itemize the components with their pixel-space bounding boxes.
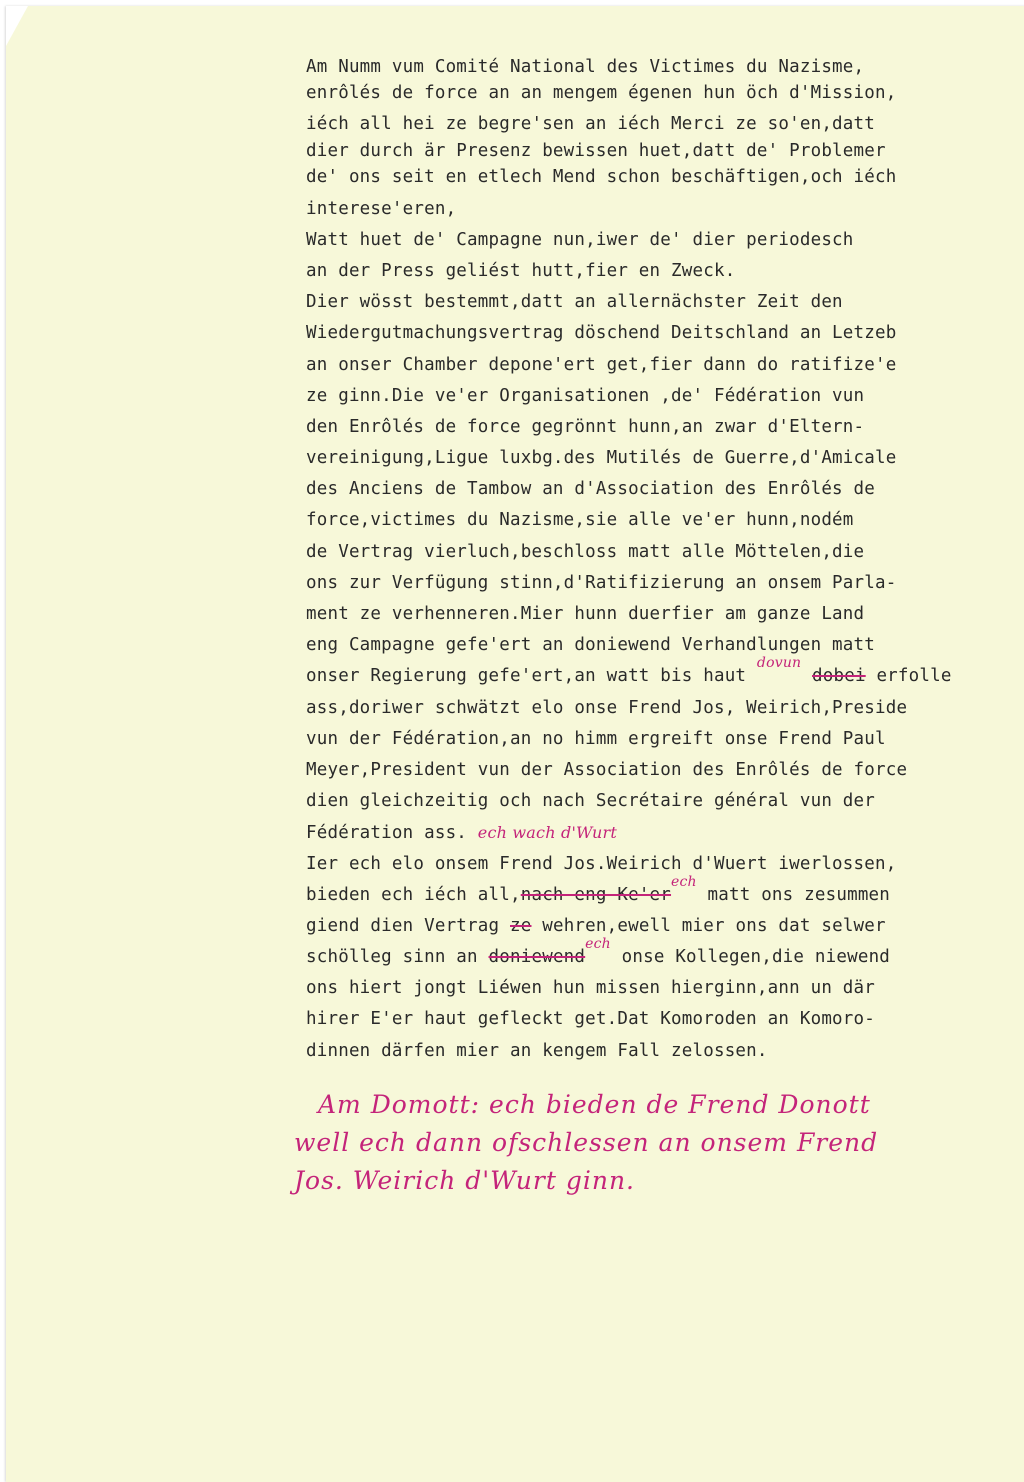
typed-line: des Anciens de Tambow an d'Association des Enrôlés de — [306, 479, 876, 500]
typed-line: de Vertrag vierluch,beschloss matt alle Möttelen,die — [306, 541, 865, 562]
typed-line: ons hiert jongt Liéwen hun missen hierginn,ann un där — [306, 978, 876, 999]
typed-line: den Enrôlés de force gegrönnt hunn,an zwar d'Eltern- — [306, 416, 865, 437]
typed-line-with-correction — [306, 724, 1024, 755]
typed-line: Watt huet de' Campagne nun,iwer de' dier periodesch — [306, 229, 854, 250]
typed-line: Am Numm vum Comité National des Victimes du Nazisme, — [306, 57, 865, 77]
typed-line: dinnen därfen mier an kengem Fall zelossen. — [306, 1040, 768, 1061]
typed-fragment: Fédération ass. — [306, 823, 468, 844]
struck-text: dobei — [812, 666, 866, 687]
handwritten-line: Jos. Weirich d'Wurt ginn. — [294, 1166, 635, 1195]
typed-line: iéch all hei ze begre'sen an iéch Merci ze so'en,datt — [306, 114, 876, 135]
handwritten-insertion: dovun — [756, 655, 802, 672]
handwritten-line: well ech dann ofschlessen an onsem Frend — [294, 1128, 879, 1157]
typed-fragment: onse Kollegen,die niewend — [610, 947, 891, 968]
struck-text: doniewend — [488, 947, 586, 968]
typed-fragment: ,an no himm ergreift onse Frend Paul — [499, 728, 886, 749]
typed-fragment: matt ons zesummen — [696, 884, 891, 905]
typed-fragment: wehren,ewell mier ons dat selwer — [531, 915, 886, 936]
typed-line: ons zur Verfügung stinn,d'Ratifizierung an onsem Parla- — [306, 572, 897, 593]
typed-fragment: vun der Fédération — [306, 728, 500, 749]
typed-line: hirer E'er haut gefleckt get.Dat Komoroden an Komoro- — [306, 1009, 876, 1030]
typed-line-with-correction — [306, 936, 1024, 973]
typed-line-with-correction — [306, 817, 1024, 848]
handwritten-line: Am Domott: ech bieden de Frend Donott — [318, 1090, 871, 1119]
typed-line: vereinigung,Ligue luxbg.des Mutilés de Guerre,d'Amicale — [306, 448, 897, 469]
document-page — [6, 6, 1024, 1482]
typed-line: an der Press geliést hutt,fier en Zweck. — [306, 260, 736, 281]
typed-line: ze ginn.Die ve'er Organisationen ,de' Fédération vun — [306, 385, 865, 406]
typed-line: interese'eren, — [306, 198, 457, 219]
typed-line: Ier ech elo onsem Frend Jos.Weirich d'Wuert iwerlossen, — [306, 853, 897, 874]
typed-line: force,victimes du Nazisme,sie alle ve'er hunn,nodém — [306, 510, 854, 531]
handwritten-insertion: ech — [585, 936, 611, 953]
typed-text-block — [306, 56, 1024, 1067]
typed-line-with-correction — [306, 655, 1024, 692]
typed-line: ass,doriwer schwätzt elo onse Frend Jos, Weirich,Preside — [306, 697, 908, 718]
typed-fragment: bieden ech iéch all, — [306, 884, 521, 905]
typed-line: de' ons seit en etlech Mend schon beschäftigen,och iéch — [306, 167, 897, 188]
typed-line: dier durch är Presenz bewissen huet,datt de' Problemer — [306, 141, 886, 162]
handwritten-insertion: ech wach d'Wurt — [477, 823, 618, 843]
page-corner-fold — [6, 6, 28, 46]
typed-line: Meyer,President vun der Association des Enrôlés de force — [306, 759, 908, 780]
typed-fragment: giend dien Vertrag — [306, 915, 500, 936]
typed-line-with-correction — [306, 911, 1024, 942]
typed-line: ment ze verhenneren.Mier hunn duerfier am ganze Land — [306, 604, 865, 624]
typed-line: an onser Chamber depone'ert get,fier dann do ratifize'e — [306, 354, 897, 375]
handwritten-insertion: ech — [671, 873, 697, 890]
struck-text: nach eng Ke'er — [520, 884, 672, 905]
typed-line: dien gleichzeitig och nach Secrétaire général vun der — [306, 791, 876, 812]
typed-fragment: erfolle — [865, 666, 952, 687]
struck-text: ze — [510, 915, 532, 936]
typed-line: Dier wösst bestemmt,datt an allernächster Zeit den — [306, 292, 843, 313]
typed-line: enrôlés de force an an mengem égenen hun öch d'Mission, — [306, 83, 897, 103]
typed-line: Wiedergutmachungsvertrag döschend Deitschland an Letzeb — [306, 323, 897, 344]
typed-line: eng Campagne gefe'ert an doniewend Verhandlungen matt — [306, 635, 876, 656]
typed-line-with-correction — [306, 873, 1024, 911]
handwritten-annotation — [288, 1086, 1008, 1200]
typed-fragment: schölleg sinn an — [306, 947, 478, 968]
typed-fragment: onser Regierung gefe'ert,an watt bis haut — [306, 666, 747, 687]
